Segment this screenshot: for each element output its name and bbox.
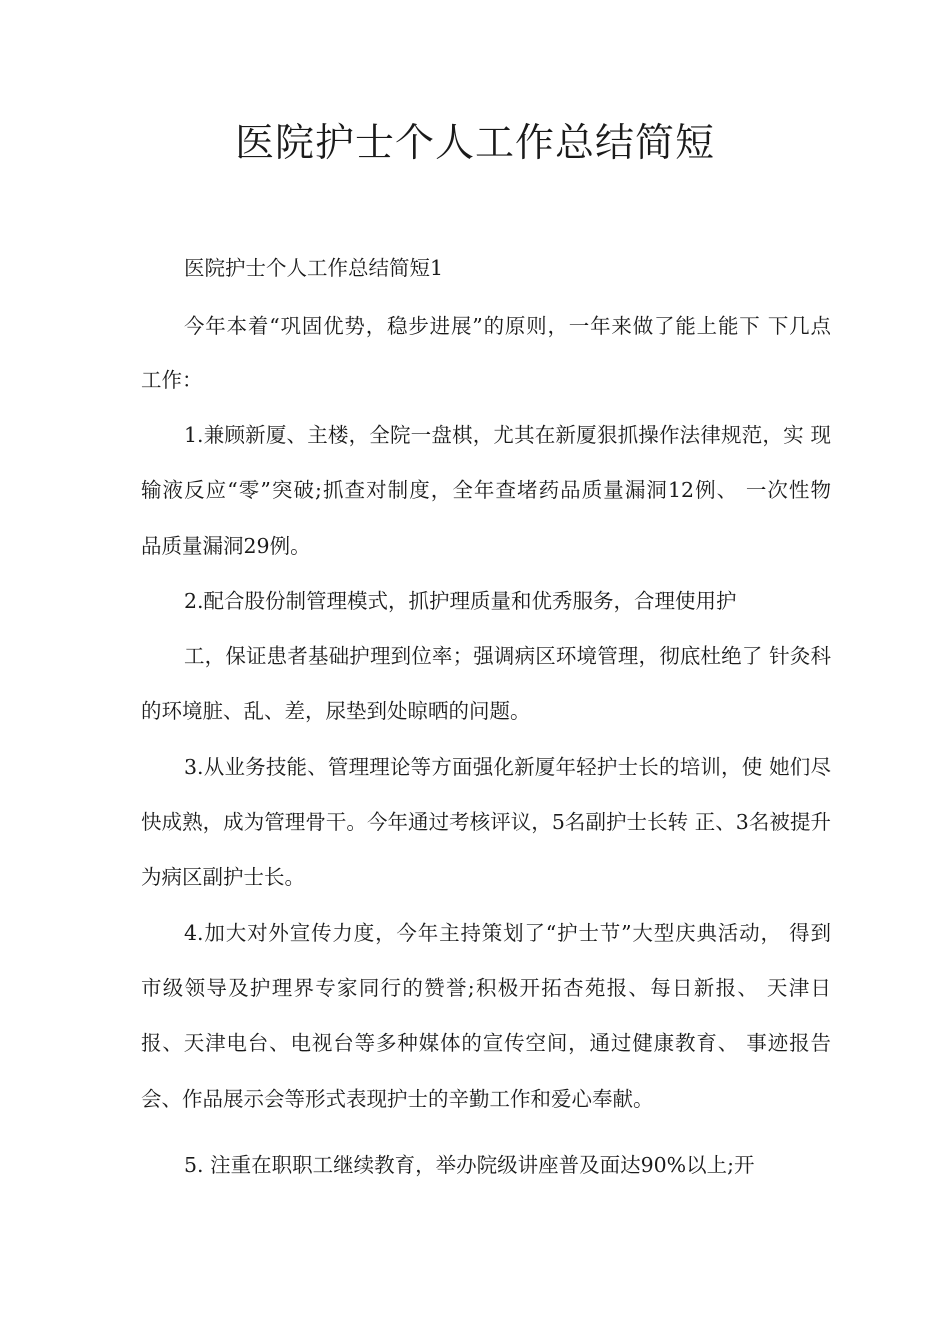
paragraph-line: 输液反应“零”突破;抓查对制度，全年查堵药品质量漏洞12例、 一次性物	[141, 478, 831, 502]
paragraph-line: 报、天津电台、电视台等多种媒体的宣传空间，通过健康教育、 事迹报告	[141, 1031, 831, 1055]
paragraph-line: 为病区副护士长。	[141, 865, 305, 889]
paragraph-line: 工，保证患者基础护理到位率；强调病区环境管理，彻底杜绝了 针灸科	[184, 644, 831, 668]
paragraph-line: 1.兼顾新厦、主楼，全院一盘棋，尤其在新厦狠抓操作法律规范，实 现	[184, 423, 831, 447]
paragraph-line: 品质量漏洞29例。	[141, 534, 311, 558]
paragraph-line: 工作：	[141, 368, 203, 392]
paragraph-line: 3.从业务技能、管理理论等方面强化新厦年轻护士长的培训，使 她们尽	[184, 755, 831, 779]
paragraph-line: 会、作品展示会等形式表现护士的辛勤工作和爱心奉献。	[141, 1087, 654, 1111]
section-heading: 医院护士个人工作总结简短1	[184, 256, 444, 280]
paragraph-line: 的环境脏、乱、差，尿垫到处晾晒的问题。	[141, 699, 531, 723]
paragraph-line: 快成熟，成为管理骨干。今年通过考核评议，5名副护士长转 正、3名被提升	[141, 810, 831, 834]
paragraph-line: 2.配合股份制管理模式，抓护理质量和优秀服务，合理使用护	[184, 589, 737, 613]
paragraph-line: 4.加大对外宣传力度，今年主持策划了“护士节”大型庆典活动， 得到	[184, 921, 831, 945]
document-title: 医院护士个人工作总结简短	[234, 121, 715, 166]
paragraph-line: 市级领导及护理界专家同行的赞誉;积极开拓杏苑报、每日新报、 天津日	[141, 976, 831, 1000]
paragraph-line: 今年本着“巩固优势，稳步进展”的原则，一年来做了能上能下 下几点	[184, 314, 831, 338]
paragraph-line: 5. 注重在职职工继续教育，举办院级讲座普及面达90%以上;开	[184, 1153, 755, 1177]
